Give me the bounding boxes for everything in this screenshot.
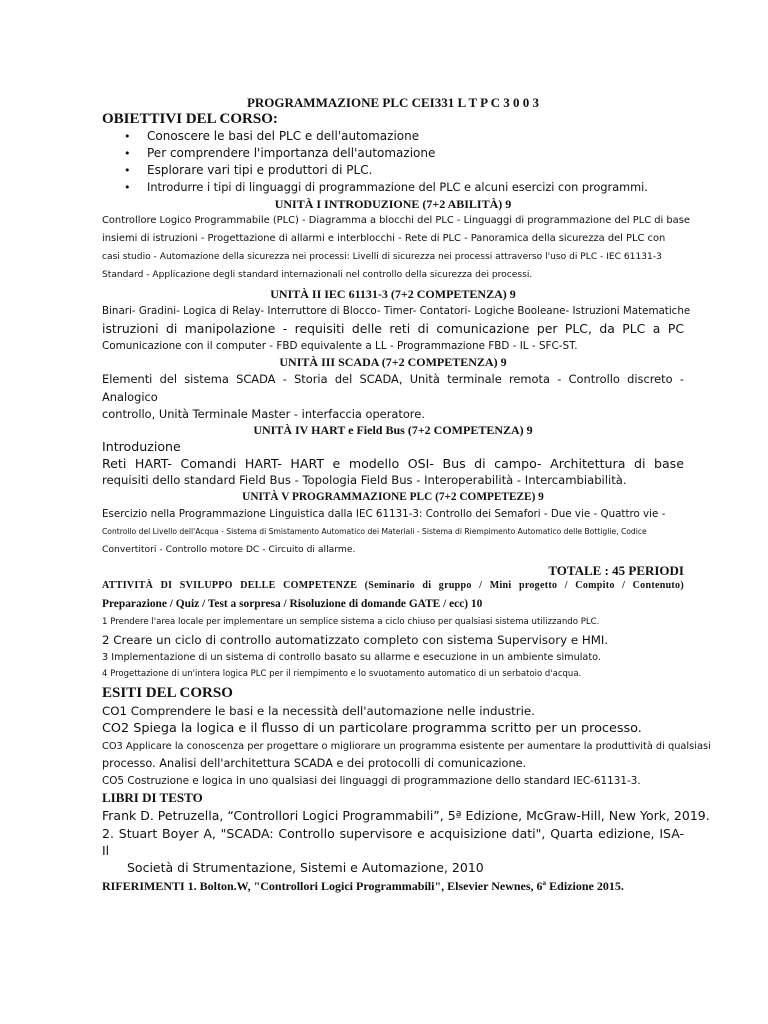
totale-periodi: TOTALE : 45 PERIODI (548, 563, 684, 578)
unit-1-line: Controllore Logico Programmabile (PLC) - Diagramma a blocchi del PLC - Linguaggi di programmazione del PLC di base (102, 215, 690, 226)
obiettivi-list (102, 128, 684, 196)
unit-1-title: UNITÀ I INTRODUZIONE (7+2 ABILITÀ) 9 (274, 197, 512, 211)
unit-5-line: Esercizio nella Programmazione Linguistica dalla IEC 61131-3: Controllo dei Semafori - Due vie - Quattro vie - (102, 508, 666, 520)
bullet-icon: • (124, 181, 131, 194)
bullet-icon: • (124, 130, 131, 143)
esiti-co2: CO2 Spiega la logica e il flusso di un particolare programma scritto per un processo. (102, 721, 642, 736)
attivita-item: 3 Implementazione di un sistema di controllo basato su allarme e esecuzione in un ambiente simulato. (102, 652, 602, 663)
libri-book-2-line: Società di Strumentazione, Sistemi e Automazione, 2010 (127, 860, 484, 875)
libri-heading: LIBRI DI TESTO (102, 790, 203, 805)
attivita-line: Preparazione / Quiz / Test a sorpresa / Risoluzione di domande GATE / ecc) 10 (102, 598, 483, 610)
libri-book-2-line: 2. Stuart Boyer A, "SCADA: Controllo supervisore e acquisizione dati", Quarta edizione, ISA- Il (102, 826, 684, 858)
unit-4-title: UNITÀ IV HART e Field Bus (7+2 COMPETENZA) 9 (253, 423, 533, 437)
unit-3-line: controllo, Unità Terminale Master - interfaccia operatore. (102, 407, 425, 421)
unit-3-title: UNITÀ III SCADA (7+2 COMPETENZA) 9 (279, 355, 507, 369)
attivita-item: 2 Creare un ciclo di controllo automatizzato completo con sistema Supervisory e HMI. (102, 633, 609, 647)
esiti-co5: CO5 Costruzione e logica in uno qualsiasi dei linguaggi di programmazione dello standard IEC-61131-3. (102, 775, 641, 787)
esiti-co3: processo. Analisi dell'architettura SCADA e dei protocolli di comunicazione. (102, 757, 527, 770)
unit-4-line: requisiti dello standard Field Bus - Topologia Field Bus - Interoperabilità - Intercambiabilità. (102, 473, 627, 487)
obiettivi-heading: OBIETTIVI DEL CORSO: (102, 111, 278, 127)
unit-5-title: UNITÀ V PROGRAMMAZIONE PLC (7+2 COMPETEZE) 9 (242, 491, 544, 503)
obiettivi-item: • Conoscere le basi del PLC e dell'automazione (124, 129, 420, 143)
unit-1-line: insiemi di istruzioni - Progettazione di allarmi e interblocchi - Rete di PLC - Panoramica della sicurezza del PLC con (102, 233, 666, 244)
obiettivi-item: • Esplorare vari tipi e produttori di PLC. (124, 163, 373, 177)
esiti-co1: CO1 Comprendere le basi e la necessità dell'automazione nelle industrie. (102, 704, 535, 718)
unit-1-line: casi studio - Automazione della sicurezza nei processi: Livelli di sicurezza nei processi attraverso l'uso di PLC - IEC 61131-3 (102, 252, 662, 262)
bullet-icon: • (124, 164, 131, 177)
unit-4-line: Reti HART- Comandi HART- HART e modello OSI- Bus di campo- Architettura di base (102, 456, 684, 471)
unit-5-line: Controllo del Livello dell'Acqua - Sistema di Smistamento Automatico dei Materiali - Sistema di Riempimento Automatico delle Bottiglie, Codice (102, 527, 647, 536)
attivita-item: 1 Prendere l'area locale per implementare un semplice sistema a ciclo chiuso per qualsiasi sistema utilizzando PLC. (102, 617, 600, 627)
attivita-line: ATTIVITÀ DI SVILUPPO DELLE COMPETENZE (Seminario di gruppo / Mini progetto / Compito / Contenuto) (102, 580, 684, 591)
obiettivi-item: • Per comprendere l'importanza dell'automazione (124, 146, 436, 160)
unit-1-line: Standard - Applicazione degli standard internazionali nel controllo della sicurezza dei processi. (102, 270, 533, 280)
unit-5-line: Convertitori - Controllo motore DC - Circuito di allarme. (102, 544, 356, 555)
attivita-item: 4 Progettazione di un'intera logica PLC per il riempimento e lo svuotamento automatico di un serbatoio d'acqua. (102, 669, 582, 679)
libri-book-1: Frank D. Petruzella, “Controllori Logici Programmabili”, 5ª Edizione, McGraw-Hill, New York, 2019. (102, 808, 710, 823)
bullet-icon: • (124, 147, 131, 160)
obiettivi-item: • Introdurre i tipi di linguaggi di programmazione del PLC e alcuni esercizi con programmi. (124, 181, 648, 194)
unit-2-line: Binari- Gradini- Logica di Relay- Interruttore di Blocco- Timer- Contatori- Logiche Booleane- Istruzioni Matematiche (102, 305, 691, 317)
document-title: PROGRAMMAZIONE PLC CEI331 L T P C 3 0 0 3 (246, 95, 540, 110)
unit-2-line: istruzioni di manipolazione - requisiti delle reti di comunicazione per PLC, da PLC a PC (102, 321, 684, 336)
esiti-heading: ESITI DEL CORSO (102, 685, 233, 701)
libri-book-2 (102, 825, 684, 876)
unit-2-line: Comunicazione con il computer - FBD equivalente a LL - Programmazione FBD - IL - SFC-ST. (102, 340, 578, 352)
unit-4-line: Introduzione (102, 439, 181, 454)
unit-3-line: Elementi del sistema SCADA - Storia del SCADA, Unità terminale remota - Controllo discreto - Analogico (102, 372, 684, 404)
unit-2-title: UNITÀ II IEC 61131-3 (7+2 COMPETENZA) 9 (270, 287, 516, 301)
esiti-co3: CO3 Applicare la conoscenza per progettare o migliorare un programma esistente per aumentare la produttività di qualsiasi (102, 741, 711, 752)
riferimenti: RIFERIMENTI 1. Bolton.W, "Controllori Logici Programmabili", Elsevier Newnes, 6ª Edizione 2015. (102, 879, 624, 893)
